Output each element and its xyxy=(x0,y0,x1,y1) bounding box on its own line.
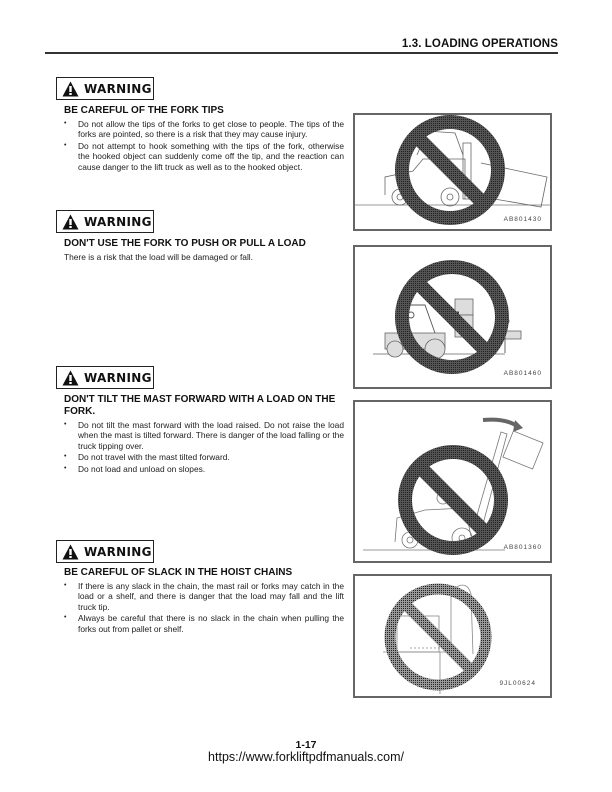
section-title: DON'T TILT THE MAST FORWARD WITH A LOAD ON THE FORK. xyxy=(64,394,336,417)
warning-label xyxy=(56,540,154,563)
footer-url-link[interactable]: https://www.forkliftpdfmanuals.com/ xyxy=(208,750,404,764)
section-title: BE CAREFUL OF THE FORK TIPS xyxy=(64,105,224,116)
page-number: 1-17 xyxy=(295,739,317,751)
warning-label-text: WARNING xyxy=(84,370,152,385)
figure-code: AB801460 xyxy=(503,370,542,377)
bullet-item: • Always be careful that there is no slack in the chain when pulling the forks out from pallet or shelf. xyxy=(64,613,344,634)
header-rule xyxy=(45,52,558,54)
prohibition-sign-icon xyxy=(402,122,498,218)
section-header-title: 1.3. LOADING OPERATIONS xyxy=(401,38,558,50)
warning-triangle-icon xyxy=(62,370,79,386)
figure-code: AB801360 xyxy=(503,544,542,551)
section-title: BE CAREFUL OF SLACK IN THE HOIST CHAINS xyxy=(64,567,293,578)
prohibition-sign-icon xyxy=(390,589,486,685)
warning-label xyxy=(56,77,154,100)
section-title: DON'T USE THE FORK TO PUSH OR PULL A LOAD xyxy=(64,238,306,249)
figure-code: 9JL00624 xyxy=(499,680,536,687)
warning-triangle-icon xyxy=(62,214,79,230)
bullet-item: • Do not allow the tips of the forks to get close to people. The tips of the forks are pointed, so there is a risk that they may cause injury. xyxy=(64,119,344,140)
section-body xyxy=(64,581,344,635)
figure-code: AB801430 xyxy=(503,216,542,223)
figure-hoist-chains xyxy=(353,574,552,698)
figure-fork-tips xyxy=(353,113,552,231)
prohibition-sign-icon xyxy=(402,267,502,367)
figure-tilt-mast xyxy=(353,400,552,563)
warning-label-text: WARNING xyxy=(84,544,152,559)
section-body: There is a risk that the load will be damaged or fall. xyxy=(64,252,253,262)
warning-triangle-icon xyxy=(62,81,79,97)
bullet-item: • Do not load and unload on slopes. xyxy=(64,464,344,474)
bullet-item: • If there is any slack in the chain, the mast rail or forks may catch in the load or a shelf, and there is danger that the load may fall and the lift truck tip. xyxy=(64,581,344,612)
bullet-item: • Do not travel with the mast tilted forward. xyxy=(64,452,344,462)
section-body xyxy=(64,119,344,173)
figure-push-pull xyxy=(353,245,552,389)
warning-label-text: WARNING xyxy=(84,214,152,229)
warning-label-text: WARNING xyxy=(84,81,152,96)
bullet-item: • Do not attempt to hook something with the tips of the fork, otherwise the hooked object can suddenly come off the tip, and the reaction can cause danger to the lift truck as well as to the hooked object. xyxy=(64,141,344,172)
warning-label xyxy=(56,366,154,389)
warning-triangle-icon xyxy=(62,544,79,560)
bullet-item: • Do not tilt the mast forward with the load raised. Do not raise the load when the mast is tilted forward. There is danger of the load falling or the truck tipping over. xyxy=(64,420,344,451)
warning-label xyxy=(56,210,154,233)
section-body xyxy=(64,420,344,475)
